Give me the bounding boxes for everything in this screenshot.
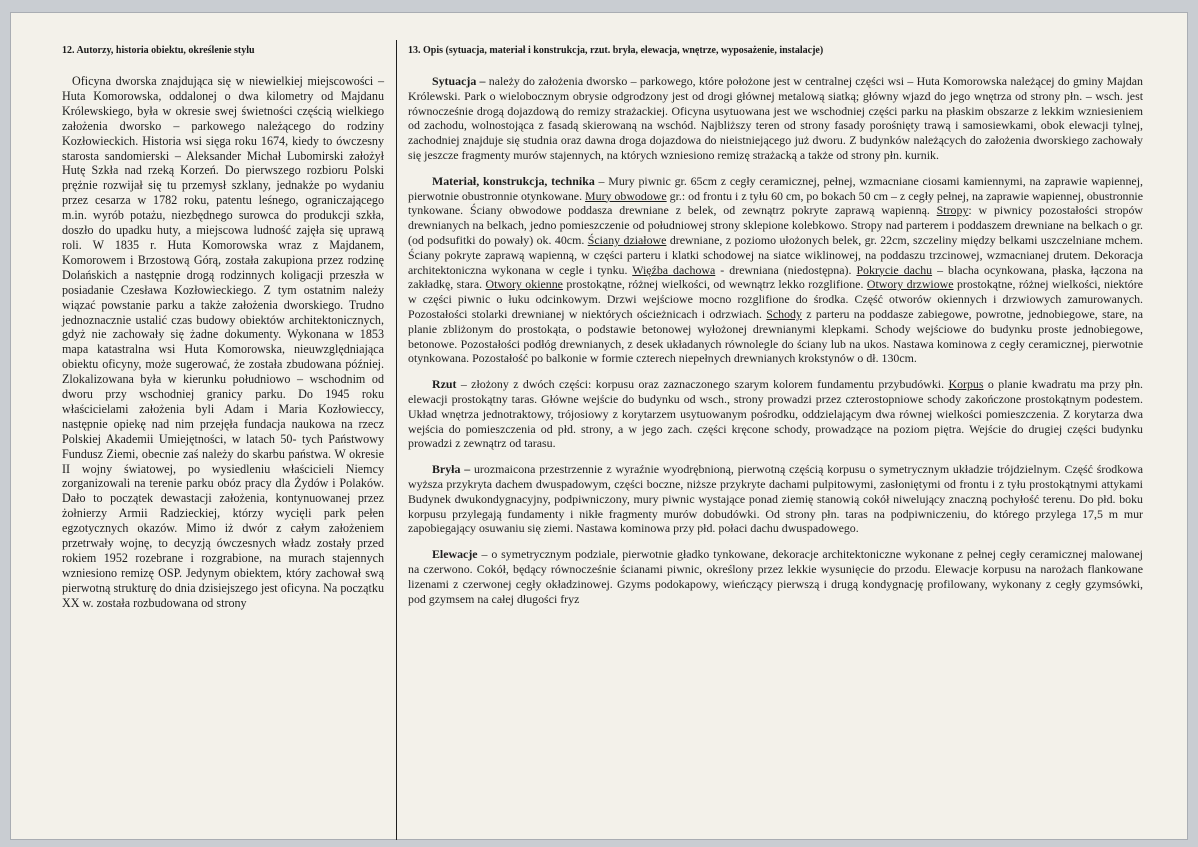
sytuacja-lead: Sytuacja – [432,74,486,88]
material-term-2: Stropy [936,203,969,218]
rzut-paragraph [408,377,1143,451]
section-13-heading: 13. Opis (sytuacja, materiał i konstrukcja, rzut. bryła, elewacja, wnętrze, wyposażenie, instalacje) [408,45,824,56]
material-term-3: Ściany działowe [587,232,667,247]
material-text-7: prostokątne, różnej wielkości, od wewnątrz lekko rozglifione. [562,277,867,292]
bryla-paragraph [408,462,1143,536]
material-text-4: drewniane, z poziomo ułożonych belek, gr. 22cm, szczeliny między belkami uszczelniane mchem. Ściany pokryte zaprawą wapienną, w części parteru i klatki schodowej na siatce wiklinowej, na poddaszu trzcinowej, wzmacnianej drutem. Dekoracja architektoniczna wykonana w cegle i tynku. [408,232,1143,277]
material-text-3: : w piwnicy pozostałości stropów drewnianych na belkach, jedno pomieszczenie od południowej strony sklepione kolebkowo. Stropy nad parterem i poddaszem drewniane na belkach o gr. (od podsufitki do powały) ok. 40cm. [408,203,1144,247]
elewacje-paragraph [408,547,1143,606]
material-text-8: prostokątne, różnej wielkości, niektóre w części piwnic o łuku odcinkowym. Drzwi wejściowe mocno rozglifione do środka. Część otworów okiennych i drzwiowych zamurowanych. Pozostałości stolarki drewnianej w niektórych ościeżnicach i odrzwiach. [408,277,1143,321]
material-term-6: Otwory okienne [485,277,563,292]
bryla-text: urozmaicona przestrzennie z wyraźnie wyodrębnioną, pierwotną częścią korpusu o symetrycznym układzie trójdzielnym. Część środkowa wyższa przykryta dachem dwuspadowym, części boczne, niższe przykryte dachami pulpitowymi, zasłoniętymi od frontu i z tyłu prostokątnymi attykami Budynek dwukondygnacyjny, podpiwniczony, mury piwnic wystające ponad ziemię stanowią cokół niwelujący znaczną pochyłość terenu. Do płd. boku korpusu przylegają fundamenty i nikłe fragmenty murów dobudówki. Od strony płn. taras na podpiwniczeniu, do którego przylega 17,5 m mur zapobiegający osuwaniu się ziemi. Nastawa kominowa przy płd. połaci dachu dwuspadowego. [408,462,1143,536]
material-term-4: Więźba dachowa [632,262,716,277]
elewacje-lead: Elewacje [432,547,478,562]
sytuacja-text: należy do założenia dworsko – parkowego, które położone jest w centralnej części wsi – Huta Komorowska należącej do gminy Majdan Królewski. Park o wielobocznym obrysie odgrodzony jest od drogi głównej metalową siatką; główny wjazd do jego wnętrza od strony płn. – wsch. jest równocześnie drogą dojazdową do remizy strażackiej. Oficyna usytuowana jest we wschodniej części parku na płaskim obszarze z lekkim wzniesieniem od zachodu, wolnostojąca z fasadą skierowaną na wschód. Najbliższy teren od strony fasady porośnięty trawą i samosiewkami, obok elewacji tylnej, zachodniej znajduje się studnia oraz dawna droga dojazdowa do nieistniejącego już dworu. Z budynków należących do założenia dworskiego zachowały się jeszcze fragmenty murów stajennych, na których wzniesiono remizę strażacką a także od strony płn. kurnik. [408,74,1143,162]
bryla-lead: Bryła – [432,462,471,477]
material-term-5: Pokrycie dachu [856,262,933,277]
rzut-text-1: – złożony z dwóch części: korpusu oraz zaznaczonego szarym kolorem fundamentu przybudówki. [456,377,949,392]
rzut-text-2: o planie kwadratu ma przy płn. elewacji prostokątny taras. Główne wejście do budynku od wsch., strony prowadzi przez czterostopniowe schody zakończone prostokątnym podestem. Układ wnętrza jednotraktowy, trójosiowy z korytarzem usytuowanym pośrodku, oddzielającym dwa równej wielkości pomieszczenia. Z korytarza dwa wejścia do pomieszczenia od płd. strony, a w jego zach. części kręcone schody, prowadzące na poziom piętra. Wejście do drugiej części budynku prowadzi z zewnątrz od tarasu. [408,377,1143,451]
material-lead: Materiał, konstrukcja, technika [432,173,595,188]
material-text-6: – blacha ocynkowana, płaska, łączona na zakładkę, stara. [408,262,1143,292]
section-12-heading: 12. Autorzy, historia obiektu, określenie stylu [62,45,255,56]
document-page [10,12,1188,840]
right-column [408,44,1143,617]
material-paragraph [408,174,1143,366]
material-text-2: gr.: od frontu i z tyłu 60 cm, po bokach 50 cm – z cegły pełnej, na zaprawie wapiennej, obustronnie tynkowane. Ściany obwodowe poddasza drewniane z belek, od zewnątrz pokryte zaprawą wapienną. [408,188,1143,218]
material-term-8: Schody [766,306,802,321]
history-text: Oficyna dworska znajdująca się w niewielkiej miejscowości – Huta Komorowska, oddalonej o dwa kilometry od Majdanu Królewskiego, była w okresie swej świetności częścią wielkiego założenia dworsko – parkowego należącego do rodziny Kozłowieckich. Historia wsi sięga roku 1674, kiedy to ówczesny starosta sandomierski – Aleksander Michał Lubomirski założył Hutę Szkła nad rzeką Korzeń. Do pierwszego rozbioru Polski prężnie rozwijał się tu przemysł szklany, jednakże po wydaniu przez cesarza w 1782 roku, patentu leśnego, ograniczającego m.in. wyrób potażu, niezbędnego surowca do produkcji szkła, doszło do upadku huty, a miejscowa ludność zajęła się uprawą roli. W 1835 r. Huta Komorowska wraz z Majdanem, Komorowem i Brzostową Górą, została zakupiona przez rodzinę Dolańskich a następnie drogą rodzinnych koligacji przeszła w posiadanie Czesława Kozłowieckiego. Z tym ostatnim należy wiązać powstanie parku a także założenia dworskiego. Trudno jednoznacznie ustalić czas budowy obiektów architektonicznych, gdyż nie zachowały się żadne dokumenty. Wykonana w 1853 mapa katastralna wsi Huta Komorowska, nieuwzględniająca obiektu oficyny, może sugerować, że została zbudowana później. Zlokalizowana była w kierunku południowo – wschodnim od dworu przy wschodniej granicy parku. Do 1945 roku właścicielami założenia byli Adam i Maria Kozłowieccy, następnie opiekę nad nim przejęła fundacja naukowa na rzecz Polskiej Akademii Umiejętności, w latach 50- tych Państwowy Fundusz Ziemi, obecnie zaś należy do skarbu państwa. W okresie II wojny światowej, po wysiedleniu właścicieli Niemcy zorganizowali na terenie parku obóz pracy dla Żydów i Polaków. Dało to początek dewastacji założenia, kontynuowanej przez żołnierzy Armii Radzieckiej, którzy wycięli park pełen egzotycznych okazów. Mimo iż dwór z całym założeniem przetrwały wojnę, to decyzją ówczesnych władz zostały przed rokiem 1952 rozebrane i rozgrabione, na murach stajennych wzniesiono remizę OSP. Jedynym obiektem, który zachował swą pierwotną strukturę do dnia dzisiejszego jest oficyna. Na początku XX w. została rozbudowana od strony [62,74,384,610]
rzut-term-1: Korpus [948,377,984,392]
material-term-7: Otwory drzwiowe [866,277,954,292]
material-text-1: – Mury piwnic gr. 65cm z cegły ceramicznej, pełnej, wzmacniane ciosami kamiennymi, na zaprawie wapiennej, pierwotnie obustronnie otynkowane. [408,173,1143,203]
material-text-5: - drewniana (niedostępna). [715,262,857,277]
elewacje-text: – o symetrycznym podziale, pierwotnie gładko tynkowane, dekoracje architektoniczne wykonane z pełnej cegły ceramicznej malowanej na czerwono. Cokół, będący równocześnie ścianami piwnic, określony przez lekkie wysunięcie do przodu. Elewacje korpusu na narożach flankowane lizenami z czerwonej cegły okładzinowej. Gzyms podokapowy, wieńczący pierwszą i drugą kondygnację profilowany, wykonany z cegły gzymsówki, pod gzymsem na całej długości fryz [408,547,1143,606]
left-column [62,44,384,611]
rzut-lead: Rzut [432,377,457,392]
material-term-1: Mury obwodowe [585,188,667,203]
sytuacja-paragraph [408,74,1143,163]
column-divider [396,40,397,840]
material-text-9: z parteru na poddasze zabiegowe, powrotne, jednobiegowe, stare, na planie zbliżonym do prostokąta, o podstawie betonowej wyłożonej drewnianymi klepkami. Schody wejściowe do budynku proste jednobiegowe, betonowe. Pozostałości podłóg drewnianych, z desek układanych równolegle do ściany lub na ukos. Nastawa kominowa z cegły ceramicznej, pierwotnie otynkowana. Pozostałość po balkonie w formie czterech niepełnych drewnianych krokstynów o dł. 130cm. [408,306,1144,366]
